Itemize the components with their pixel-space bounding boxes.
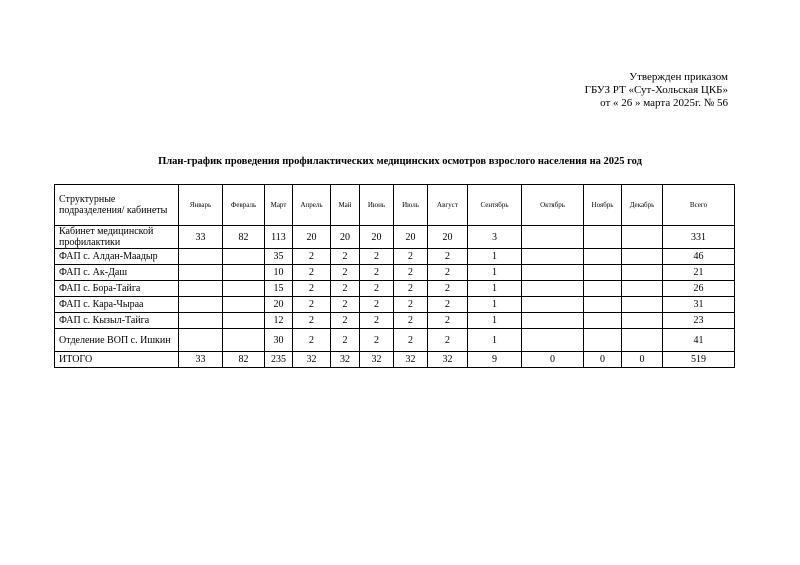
value-cell: 23 <box>663 313 735 329</box>
value-cell: 2 <box>293 329 331 352</box>
value-cell <box>622 226 663 249</box>
value-cell: 2 <box>428 297 468 313</box>
value-cell: 2 <box>360 313 394 329</box>
value-cell: 2 <box>428 281 468 297</box>
value-cell: 46 <box>663 249 735 265</box>
value-cell: 1 <box>468 329 522 352</box>
value-cell: 2 <box>394 313 428 329</box>
value-cell: 20 <box>428 226 468 249</box>
value-cell <box>223 313 265 329</box>
value-cell <box>223 329 265 352</box>
value-cell <box>622 281 663 297</box>
value-cell <box>179 281 223 297</box>
table-row <box>55 226 735 249</box>
value-cell: 15 <box>265 281 293 297</box>
value-cell <box>584 297 622 313</box>
value-cell: 2 <box>394 265 428 281</box>
value-cell <box>522 265 584 281</box>
value-cell <box>179 265 223 281</box>
value-cell: 31 <box>663 297 735 313</box>
column-header: Структурные подразделения/ кабинеты <box>55 185 179 226</box>
value-cell <box>223 249 265 265</box>
value-cell: 2 <box>360 297 394 313</box>
value-cell: 2 <box>293 313 331 329</box>
value-cell: 2 <box>360 249 394 265</box>
value-cell: 2 <box>293 249 331 265</box>
value-cell: 2 <box>428 329 468 352</box>
value-cell: 2 <box>331 265 360 281</box>
value-cell <box>584 249 622 265</box>
column-header: Всего <box>663 185 735 226</box>
value-cell: 20 <box>265 297 293 313</box>
value-cell: 2 <box>331 281 360 297</box>
value-cell: 2 <box>394 281 428 297</box>
value-cell: 2 <box>331 297 360 313</box>
column-header: Август <box>428 185 468 226</box>
column-header: Июль <box>394 185 428 226</box>
table-row <box>55 249 735 265</box>
total-row <box>55 352 735 368</box>
document-title: План-график проведения профилактических медицинских осмотров взрослого населения на 2025 год <box>158 156 642 167</box>
value-cell: 2 <box>360 329 394 352</box>
approval-line-1: Утвержден приказом <box>629 71 728 83</box>
value-cell: 1 <box>468 297 522 313</box>
value-cell: 32 <box>360 352 394 368</box>
header-row <box>55 185 735 226</box>
value-cell: 3 <box>468 226 522 249</box>
value-cell: 1 <box>468 313 522 329</box>
column-header: Апрель <box>293 185 331 226</box>
row-label-cell: Кабинет медицинской профилактики <box>55 226 179 249</box>
value-cell <box>622 249 663 265</box>
value-cell: 519 <box>663 352 735 368</box>
value-cell <box>522 226 584 249</box>
value-cell <box>584 313 622 329</box>
value-cell: 2 <box>428 249 468 265</box>
table-row <box>55 297 735 313</box>
value-cell: 1 <box>468 281 522 297</box>
value-cell: 2 <box>394 297 428 313</box>
value-cell <box>179 329 223 352</box>
value-cell: 2 <box>331 249 360 265</box>
row-label-cell: ФАП с. Бора-Тайга <box>55 281 179 297</box>
value-cell <box>584 226 622 249</box>
value-cell: 113 <box>265 226 293 249</box>
value-cell: 82 <box>223 352 265 368</box>
row-label-cell: ФАП с. Ак-Даш <box>55 265 179 281</box>
column-header: Октябрь <box>522 185 584 226</box>
value-cell: 41 <box>663 329 735 352</box>
value-cell <box>622 265 663 281</box>
value-cell <box>522 313 584 329</box>
value-cell <box>522 297 584 313</box>
column-header: Ноябрь <box>584 185 622 226</box>
value-cell: 1 <box>468 265 522 281</box>
value-cell: 32 <box>331 352 360 368</box>
table-row <box>55 313 735 329</box>
table-row <box>55 329 735 352</box>
value-cell <box>223 265 265 281</box>
value-cell <box>622 297 663 313</box>
value-cell: 35 <box>265 249 293 265</box>
column-header: Июнь <box>360 185 394 226</box>
value-cell: 2 <box>360 265 394 281</box>
value-cell <box>223 281 265 297</box>
approval-line-3: от « 26 » марта 2025г. № 56 <box>600 97 728 109</box>
value-cell: 33 <box>179 226 223 249</box>
value-cell: 32 <box>428 352 468 368</box>
value-cell: 32 <box>293 352 331 368</box>
value-cell: 20 <box>293 226 331 249</box>
table-row <box>55 281 735 297</box>
value-cell <box>179 313 223 329</box>
value-cell: 2 <box>293 265 331 281</box>
value-cell: 30 <box>265 329 293 352</box>
value-cell <box>223 297 265 313</box>
value-cell: 12 <box>265 313 293 329</box>
value-cell: 0 <box>622 352 663 368</box>
value-cell <box>179 249 223 265</box>
row-label-cell: Отделение ВОП с. Ишкин <box>55 329 179 352</box>
value-cell: 2 <box>360 281 394 297</box>
schedule-table <box>54 184 735 368</box>
value-cell: 20 <box>394 226 428 249</box>
value-cell: 26 <box>663 281 735 297</box>
value-cell: 2 <box>331 329 360 352</box>
value-cell: 2 <box>293 281 331 297</box>
value-cell: 331 <box>663 226 735 249</box>
value-cell: 0 <box>584 352 622 368</box>
value-cell: 9 <box>468 352 522 368</box>
approval-block <box>585 71 728 110</box>
value-cell: 82 <box>223 226 265 249</box>
value-cell: 20 <box>331 226 360 249</box>
column-header: Декабрь <box>622 185 663 226</box>
value-cell <box>584 329 622 352</box>
row-label-cell: ФАП с. Алдан-Маадыр <box>55 249 179 265</box>
row-label-cell: ИТОГО <box>55 352 179 368</box>
value-cell: 2 <box>428 313 468 329</box>
column-header: Сентябрь <box>468 185 522 226</box>
value-cell <box>622 329 663 352</box>
value-cell: 33 <box>179 352 223 368</box>
value-cell: 32 <box>394 352 428 368</box>
row-label-cell: ФАП с. Кызыл-Тайга <box>55 313 179 329</box>
value-cell <box>522 249 584 265</box>
value-cell: 2 <box>394 249 428 265</box>
approval-line-2: ГБУЗ РТ «Сут-Хольская ЦКБ» <box>584 84 728 96</box>
value-cell <box>179 297 223 313</box>
value-cell: 10 <box>265 265 293 281</box>
value-cell: 21 <box>663 265 735 281</box>
table-row <box>55 265 735 281</box>
value-cell: 2 <box>293 297 331 313</box>
row-label-cell: ФАП с. Кара-Чыраа <box>55 297 179 313</box>
value-cell: 2 <box>428 265 468 281</box>
column-header: Май <box>331 185 360 226</box>
value-cell: 2 <box>331 313 360 329</box>
value-cell: 0 <box>522 352 584 368</box>
value-cell <box>622 313 663 329</box>
value-cell <box>522 281 584 297</box>
value-cell <box>584 265 622 281</box>
value-cell: 20 <box>360 226 394 249</box>
value-cell: 235 <box>265 352 293 368</box>
column-header: Март <box>265 185 293 226</box>
value-cell: 1 <box>468 249 522 265</box>
value-cell <box>522 329 584 352</box>
column-header: Февраль <box>223 185 265 226</box>
value-cell: 2 <box>394 329 428 352</box>
value-cell <box>584 281 622 297</box>
column-header: Январь <box>179 185 223 226</box>
